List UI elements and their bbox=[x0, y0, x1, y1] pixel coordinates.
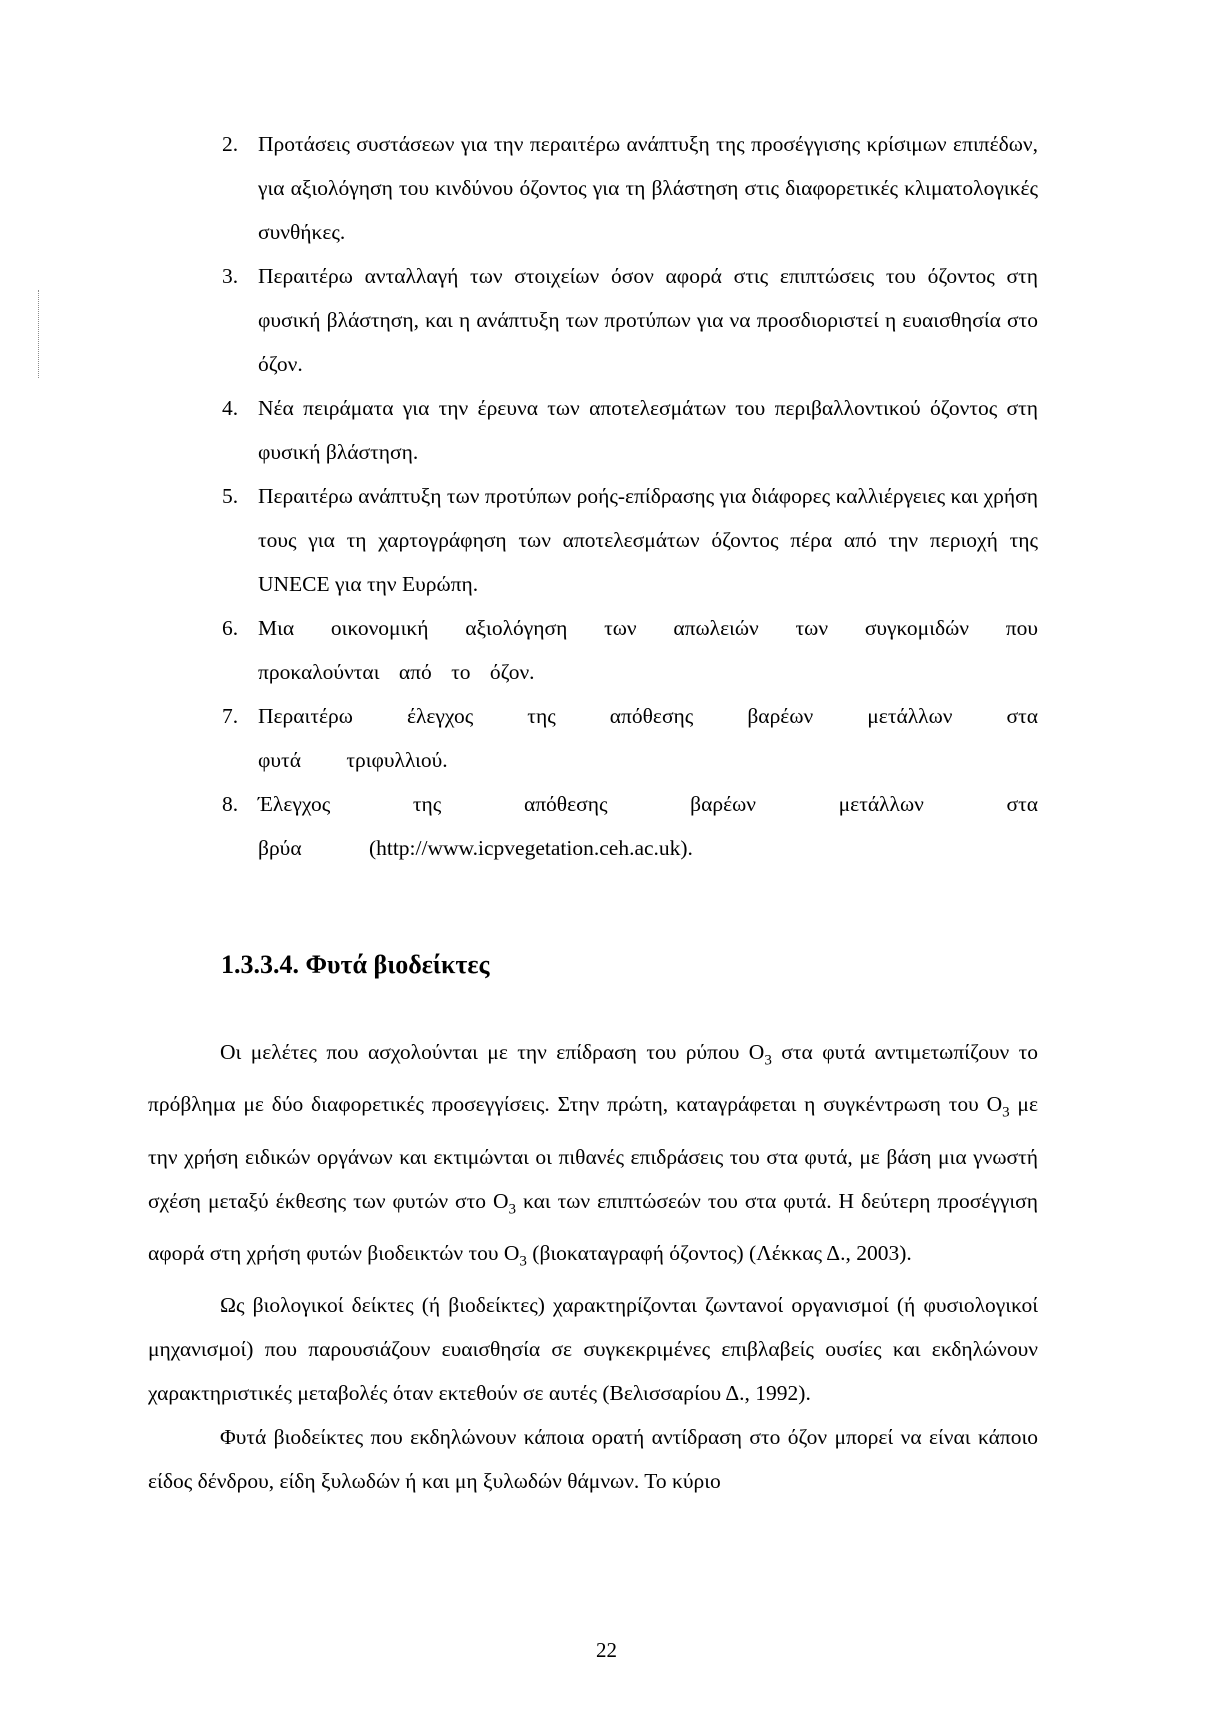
paragraph: Ως βιολογικοί δείκτες (ή βιοδείκτες) χαρακτηρίζονται ζωντανοί οργανισμοί (ή φυσιολογικοί μηχανισμοί) που παρουσιάζουν ευαισθησία σε συγκεκριμένες επιβλαβείς ουσίες και εκδηλώνουν χαρακτηριστικές μεταβολές όταν εκτεθούν σε αυτές (Βελισσαρίου Δ., 1992). bbox=[148, 1293, 1038, 1406]
list-item-number: 6. bbox=[222, 616, 239, 640]
body-text bbox=[148, 1030, 1038, 1503]
paragraph: Οι μελέτες που ασχολούνται με την επίδραση του ρύπου $O_3$ στα φυτά αντιμετωπίζουν το πρόβλημα με δύο διαφορετικές προσεγγίσεις. Στην πρώτη, καταγράφεται η συγκέντρωση του $O_3$ με την χρήση ειδικών οργάνων και εκτιμώνται οι πιθανές επιδράσεις του στα φυτά, με βάση μια γνωστή σχέση μεταξύ έκθεσης των φυτών στο $O_3$ και των επιπτώσεών του στα φυτά. Η δεύτερη προσέγγιση αφορά στη χρήση φυτών βιοδεικτών του $O_3$ (βιοκαταγραφή όζοντος) (Λέκκας Δ., 2003). bbox=[148, 1040, 1038, 1270]
scan-margin-marks bbox=[38, 290, 41, 378]
page-number: 22 bbox=[596, 1638, 617, 1662]
list-item bbox=[222, 782, 1038, 870]
list-item bbox=[222, 606, 1038, 694]
paragraph: Φυτά βιοδείκτες που εκδηλώνουν κάποια ορατή αντίδραση στο όζον μπορεί να είναι κάποιο είδος δένδρου, είδη ξυλωδών ή και μη ξυλωδών θάμνων. Το κύριο bbox=[148, 1425, 1038, 1494]
list-item-number: 3. bbox=[222, 264, 239, 288]
section-heading: 1.3.3.4. Φυτά βιοδείκτες bbox=[221, 950, 490, 979]
list-item-text: Περαιτέρω έλεγχος της απόθεσης βαρέων μετάλλων στα φυτά τριφυλλιού. bbox=[258, 704, 1038, 772]
list-item bbox=[222, 474, 1038, 606]
list-item bbox=[222, 122, 1038, 254]
list-item-text: Περαιτέρω ανάπτυξη των προτύπων ροής-επίδρασης για διάφορες καλλιέργειες και χρήση τους για τη χαρτογράφηση των αποτελεσμάτων όζοντος πέρα από την περιοχή της UNECE για την Ευρώπη. bbox=[258, 484, 1038, 596]
list-item-text: Μια οικονομική αξιολόγηση των απωλειών των συγκομιδών που προκαλούνται από το όζον. bbox=[258, 616, 1038, 684]
list-item bbox=[222, 386, 1038, 474]
list-item bbox=[222, 254, 1038, 386]
list-item-number: 7. bbox=[222, 704, 239, 728]
recommendations-list bbox=[222, 122, 1038, 870]
list-item-number: 4. bbox=[222, 396, 239, 420]
list-item-text: Έλεγχος της απόθεσης βαρέων μετάλλων στα βρύα (http://www.icpvegetation.ceh.ac.uk). bbox=[258, 792, 1038, 860]
list-item-text: Νέα πειράματα για την έρευνα των αποτελεσμάτων του περιβαλλοντικού όζοντος στη φυσική βλάστηση. bbox=[258, 396, 1038, 464]
list-item-number: 5. bbox=[222, 484, 239, 508]
list-item-text: Περαιτέρω ανταλλαγή των στοιχείων όσον αφορά στις επιπτώσεις του όζοντος στη φυσική βλάστηση, και η ανάπτυξη των προτύπων για να προσδιοριστεί η ευαισθησία στο όζον. bbox=[258, 264, 1038, 376]
list-item-number: 8. bbox=[222, 792, 239, 816]
list-item bbox=[222, 694, 1038, 782]
list-item-number: 2. bbox=[222, 132, 239, 156]
list-item-text: Προτάσεις συστάσεων για την περαιτέρω ανάπτυξη της προσέγγισης κρίσιμων επιπέδων, για αξιολόγηση του κινδύνου όζοντος για τη βλάστηση στις διαφορετικές κλιματολογικές συνθήκες. bbox=[258, 132, 1038, 244]
